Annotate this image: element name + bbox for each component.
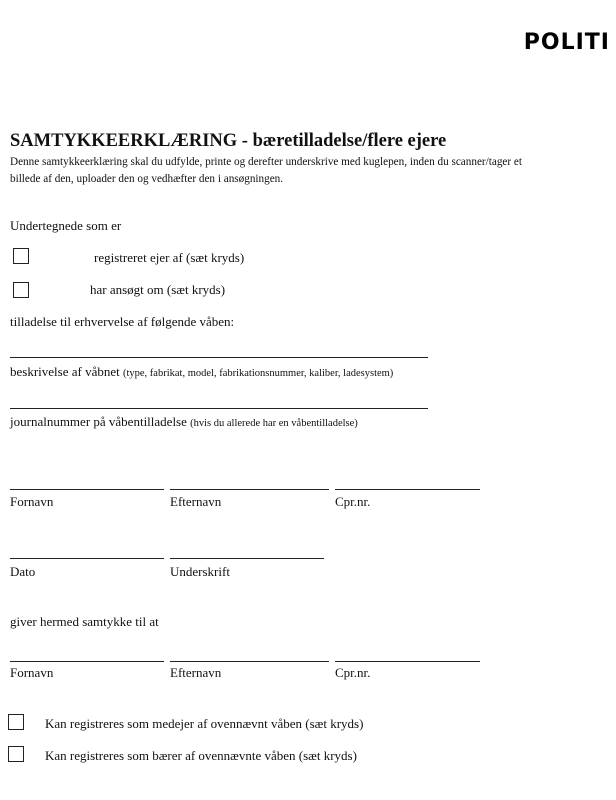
first-name-2-line[interactable] xyxy=(10,661,164,662)
journal-number-title: journalnummer på våbentilladelse xyxy=(10,414,187,429)
journal-number-label xyxy=(10,414,358,430)
weapon-description-hint: (type, fabrikat, model, fabrikationsnummer, kaliber, ladesystem) xyxy=(122,368,394,379)
journal-number-hint: (hvis du allerede har en våbentilladelse) xyxy=(190,418,358,429)
permit-for-label: tilladelse til erhvervelse af følgende våben: xyxy=(10,314,235,329)
form-intro: Denne samtykkeerklæring skal du udfylde, printe og derefter underskrive med kuglepen, inden du scanner/tager et billede af den, uploader den og vedhæfter den i ansøgningen. xyxy=(10,156,522,185)
weapon-description-line[interactable] xyxy=(10,357,428,358)
coowner-checkbox[interactable] xyxy=(8,714,24,730)
undersigned-label: Undertegnede som er xyxy=(10,218,122,233)
first-name-line[interactable] xyxy=(10,489,164,490)
last-name-2-label: Efternavn xyxy=(170,665,222,680)
last-name-label: Efternavn xyxy=(170,494,222,509)
politi-logo: POLITI xyxy=(523,30,610,55)
last-name-line[interactable] xyxy=(170,489,329,490)
coowner-option-label: Kan registreres som medejer af ovennævnt våben (sæt kryds) xyxy=(45,716,364,731)
date-label: Dato xyxy=(10,564,36,579)
applied-checkbox[interactable] xyxy=(13,282,29,298)
weapon-description-title: beskrivelse af våbnet xyxy=(10,364,120,379)
applied-option-label: har ansøgt om (sæt kryds) xyxy=(90,282,226,297)
cpr-label: Cpr.nr. xyxy=(335,494,371,509)
cpr-2-label: Cpr.nr. xyxy=(335,665,371,680)
consent-label: giver hermed samtykke til at xyxy=(10,614,159,629)
owner-checkbox[interactable] xyxy=(13,248,29,264)
date-line[interactable] xyxy=(10,558,164,559)
weapon-description-label xyxy=(10,364,393,380)
carrier-checkbox[interactable] xyxy=(8,746,24,762)
owner-option-label: registreret ejer af (sæt kryds) xyxy=(94,250,245,265)
journal-number-line[interactable] xyxy=(10,408,428,409)
signature-line[interactable] xyxy=(170,558,324,559)
first-name-label: Fornavn xyxy=(10,494,54,509)
form-title: SAMTYKKEERKLÆRING - bæretilladelse/flere ejere xyxy=(10,131,447,151)
carrier-option-label: Kan registreres som bærer af ovennævnte våben (sæt kryds) xyxy=(45,748,357,763)
signature-label: Underskrift xyxy=(170,564,230,579)
last-name-2-line[interactable] xyxy=(170,661,329,662)
first-name-2-label: Fornavn xyxy=(10,665,54,680)
cpr-2-line[interactable] xyxy=(335,661,480,662)
cpr-line[interactable] xyxy=(335,489,480,490)
